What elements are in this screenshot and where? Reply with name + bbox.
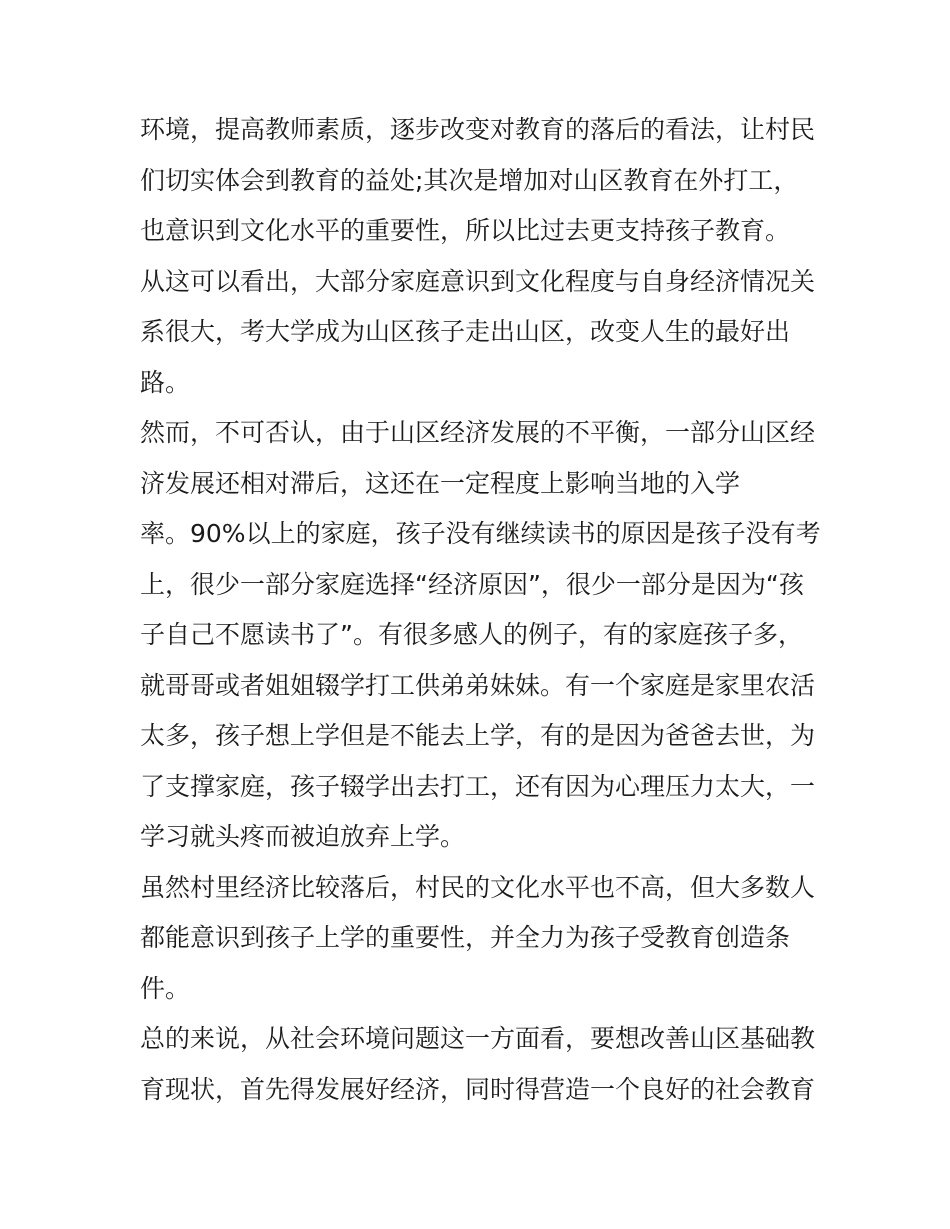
text-line: 上，很少一部分家庭选择“经济原因”，很少一部分是因为“孩 [140, 570, 804, 599]
text-line: 都能意识到孩子上学的重要性，并全力为孩子受教育创造条 [140, 923, 791, 952]
text-line: 济发展还相对滞后，这还在一定程度上影响当地的入学 [140, 469, 741, 498]
text-line: 件。 [140, 974, 191, 1003]
text-line: 学习就头疼而被迫放弃上学。 [140, 822, 466, 851]
text-line: 育现状，首先得发展好经济，同时得营造一个良好的社会教育 [140, 1075, 816, 1104]
text-line: 就哥哥或者姐姐辍学打工供弟弟妹妹。有一个家庭是家里农活 [140, 671, 816, 700]
text-line: 子自己不愿读书了”。有很多感人的例子，有的家庭孩子多， [140, 620, 803, 649]
text-line: 率。90%以上的家庭，孩子没有继续读书的原因是孩子没有考 [140, 519, 821, 548]
text-line: 太多，孩子想上学但是不能去上学，有的是因为爸爸去世，为 [140, 721, 816, 750]
text-line: 从这可以看出，大部分家庭意识到文化程度与自身经济情况关 [140, 267, 816, 296]
text-line: 然而，不可否认，由于山区经济发展的不平衡，一部分山区经 [140, 418, 816, 447]
text-line: 也意识到文化水平的重要性，所以比过去更支持孩子教育。 [140, 216, 791, 245]
text-line: 环境，提高教师素质，逐步改变对教育的落后的看法，让村民 [140, 115, 816, 144]
text-line: 虽然村里经济比较落后，村民的文化水平也不高，但大多数人 [140, 873, 816, 902]
text-line: 系很大，考大学成为山区孩子走出山区，改变人生的最好出 [140, 317, 791, 346]
text-line: 们切实体会到教育的益处;其次是增加对山区教育在外打工， [140, 166, 799, 195]
text-line: 路。 [140, 368, 191, 397]
text-line: 总的来说，从社会环境问题这一方面看，要想改善山区基础教 [140, 1024, 816, 1053]
text-line: 了支撑家庭，孩子辍学出去打工，还有因为心理压力太大，一 [140, 772, 816, 801]
